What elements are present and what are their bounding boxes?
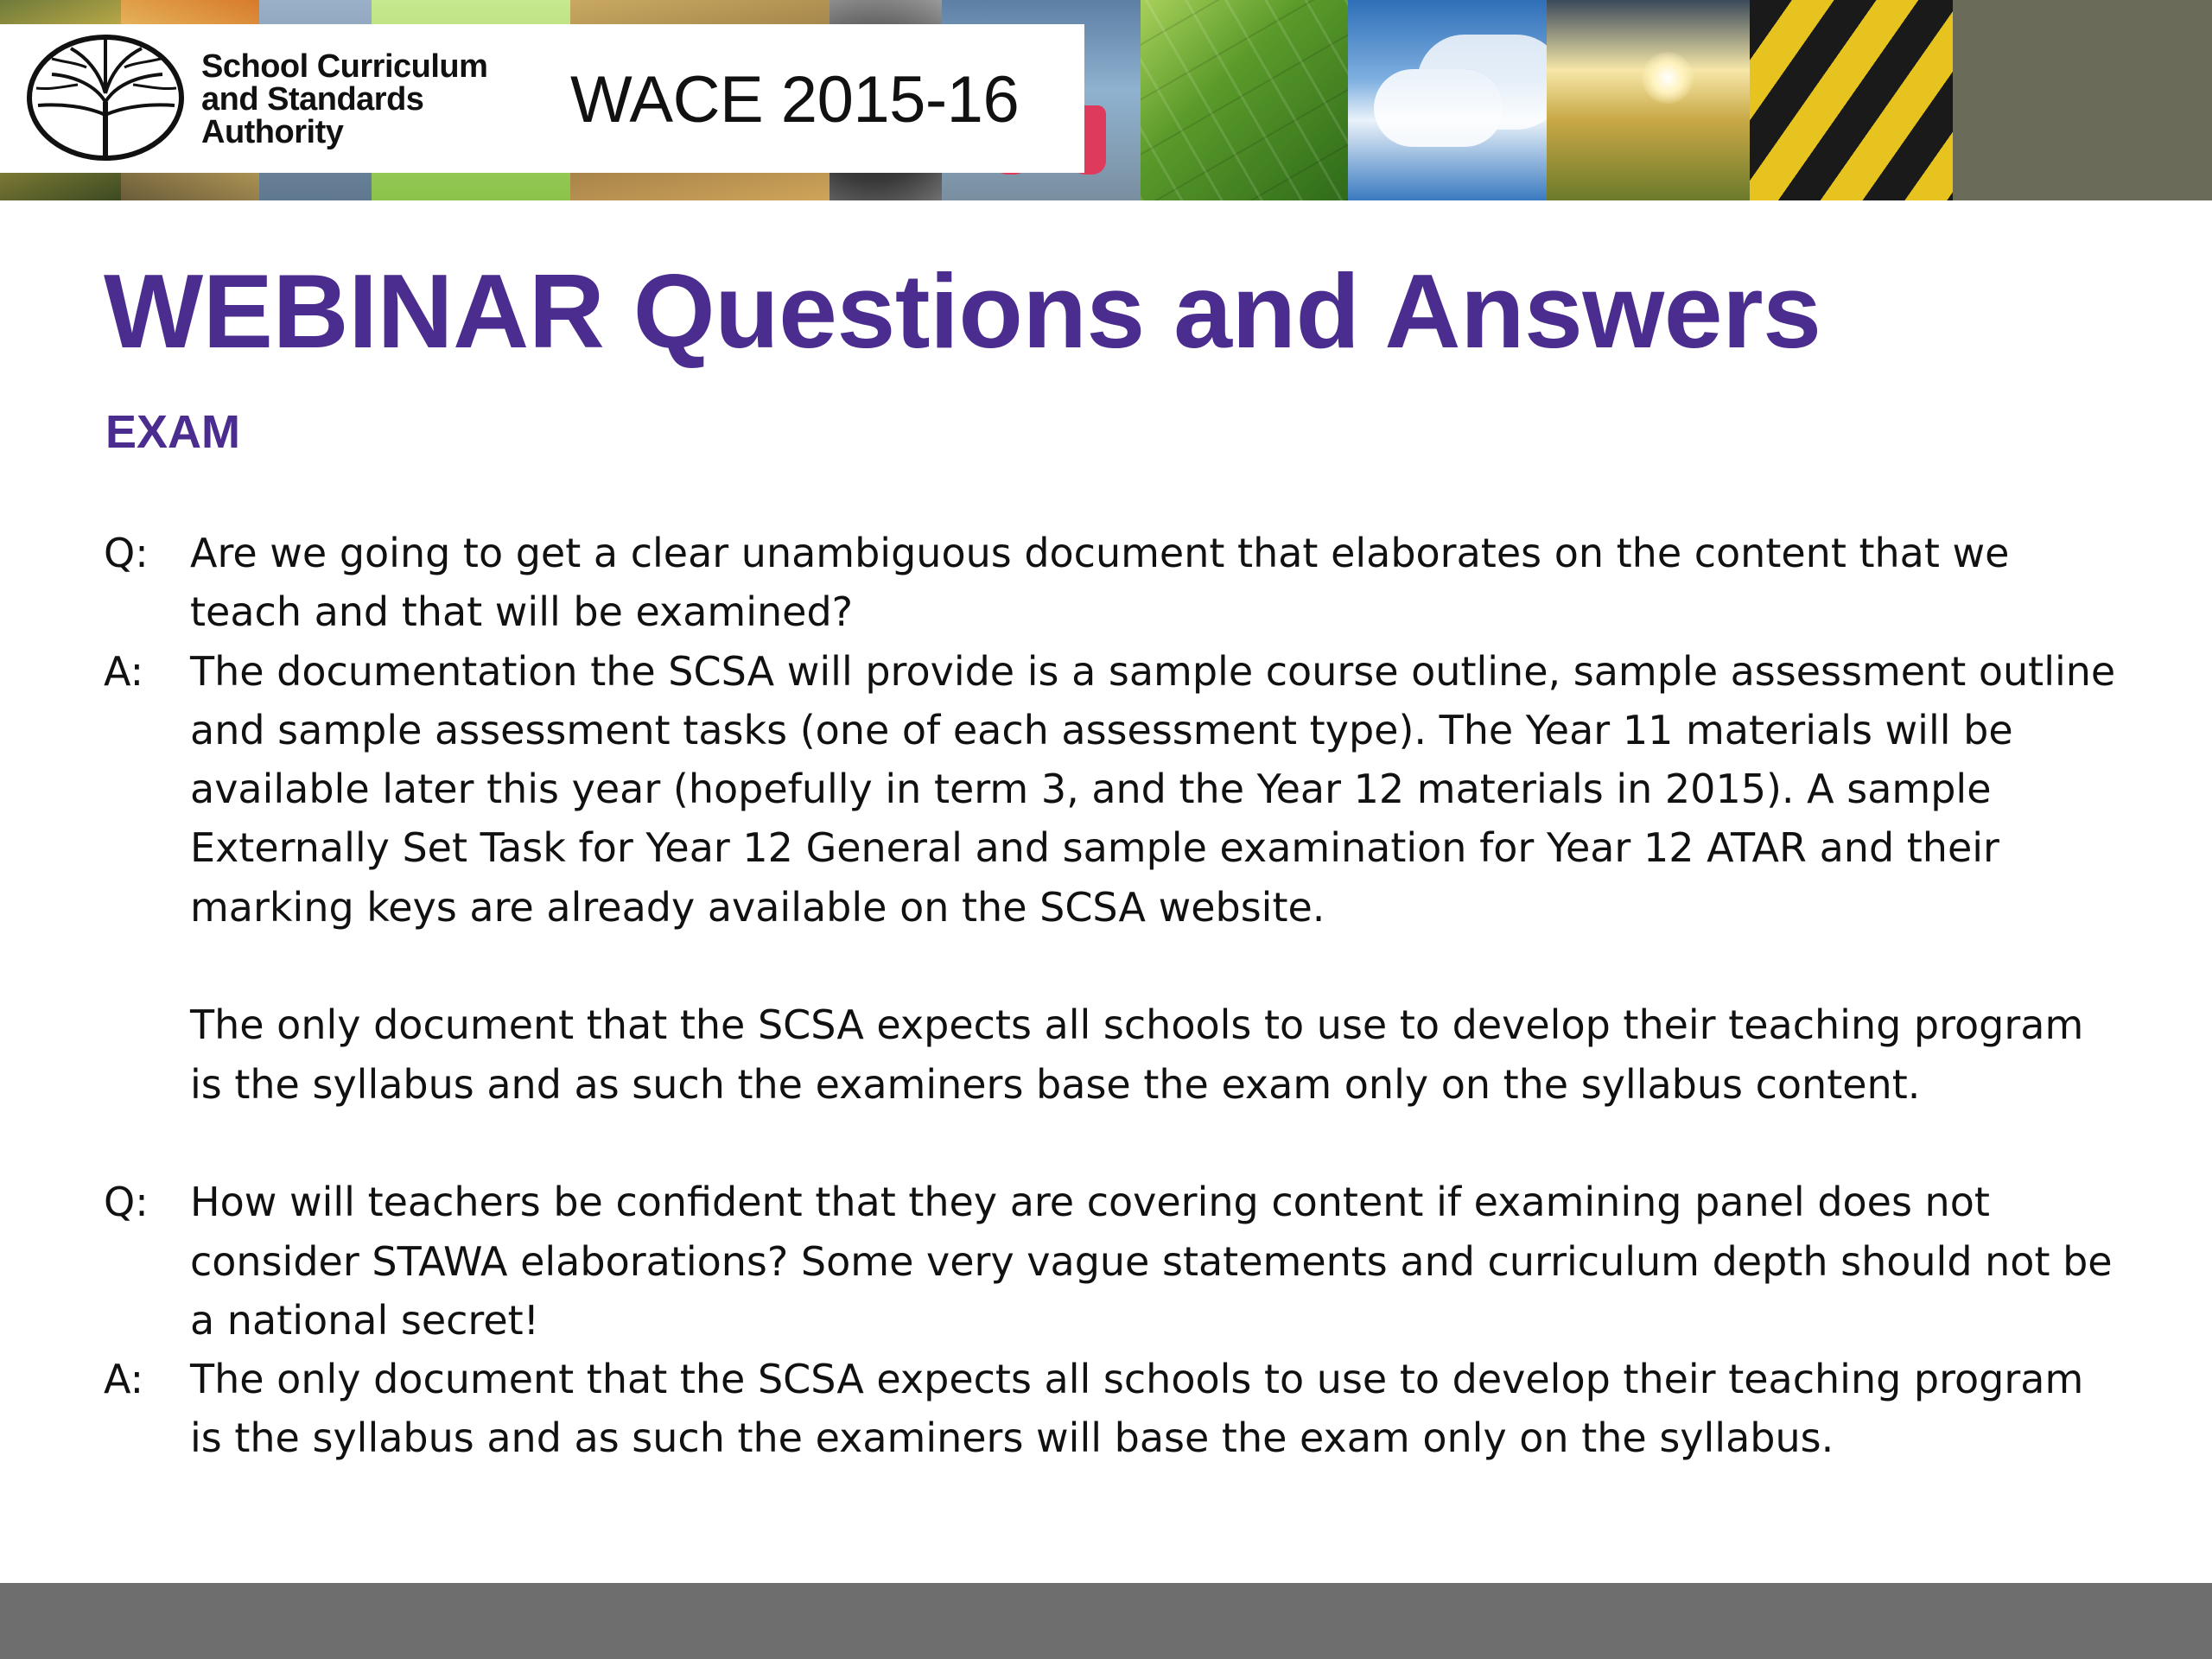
organization-name-line: School Curriculum [201, 48, 488, 85]
qa-text [190, 1350, 2126, 1468]
qa-item-question [104, 524, 2126, 642]
scsa-tree-logo-icon [26, 33, 186, 162]
qa-paragraph: Are we going to get a clear unambiguous document that elaborates on the content that we teach and that will be examined? [190, 530, 2010, 636]
banner-photo-sunrise [1547, 0, 1750, 200]
banner-photo-sky [1348, 0, 1547, 200]
qa-list [104, 524, 2126, 1468]
qa-paragraph: The only document that the SCSA expects all schools to use to develop their teaching program is the syllabus and as such the examiners will base the exam only on the syllabus. [190, 1356, 2084, 1462]
organization-name [201, 50, 487, 149]
qa-marker: Q: [104, 530, 149, 576]
qa-paragraph: How will teachers be confident that they are covering content if examining panel does not consider STAWA elaborations? Some very vague statements and curriculum depth should not be a national secret! [190, 1179, 2113, 1344]
banner-photo-leaf [1141, 0, 1348, 200]
section-label: EXAM [105, 406, 241, 458]
qa-paragraph: The documentation the SCSA will provide is a sample course outline, sample assessment outline and sample assessment tasks (one of each assessment type). The Year 11 materials will be available later this year (hopefully in term 3, and the Year 12 materials in 2015). A sample Externally Set Task for Year 12 General and sample examination for Year 12 ATAR and their marking keys are already available on the SCSA website. [190, 647, 2116, 931]
qa-text [190, 642, 2126, 1114]
qa-marker: A: [104, 1356, 144, 1403]
banner-title: WACE 2015-16 [570, 63, 1020, 137]
qa-item-answer [104, 642, 2126, 1114]
paragraph-spacer [190, 937, 2126, 995]
organization-name-line: and Standards [201, 81, 424, 118]
qa-item-answer [104, 1350, 2126, 1468]
banner-photo-stripes [1750, 0, 1953, 200]
qa-text [190, 1173, 2126, 1350]
header-banner [0, 0, 2212, 200]
qa-spacer [104, 1114, 2126, 1173]
organization-name-line: Authority [201, 114, 344, 150]
qa-paragraph: The only document that the SCSA expects all schools to use to develop their teaching program is the syllabus and as such the examiners base the exam only on the syllabus content. [190, 1001, 2084, 1108]
footer-bar [0, 1583, 2212, 1659]
page-title: WEBINAR Questions and Answers [104, 252, 1821, 370]
qa-text [190, 524, 2126, 642]
qa-marker: Q: [104, 1179, 149, 1226]
qa-marker: A: [104, 647, 144, 695]
qa-item-question [104, 1173, 2126, 1350]
logo-panel [0, 24, 1084, 173]
